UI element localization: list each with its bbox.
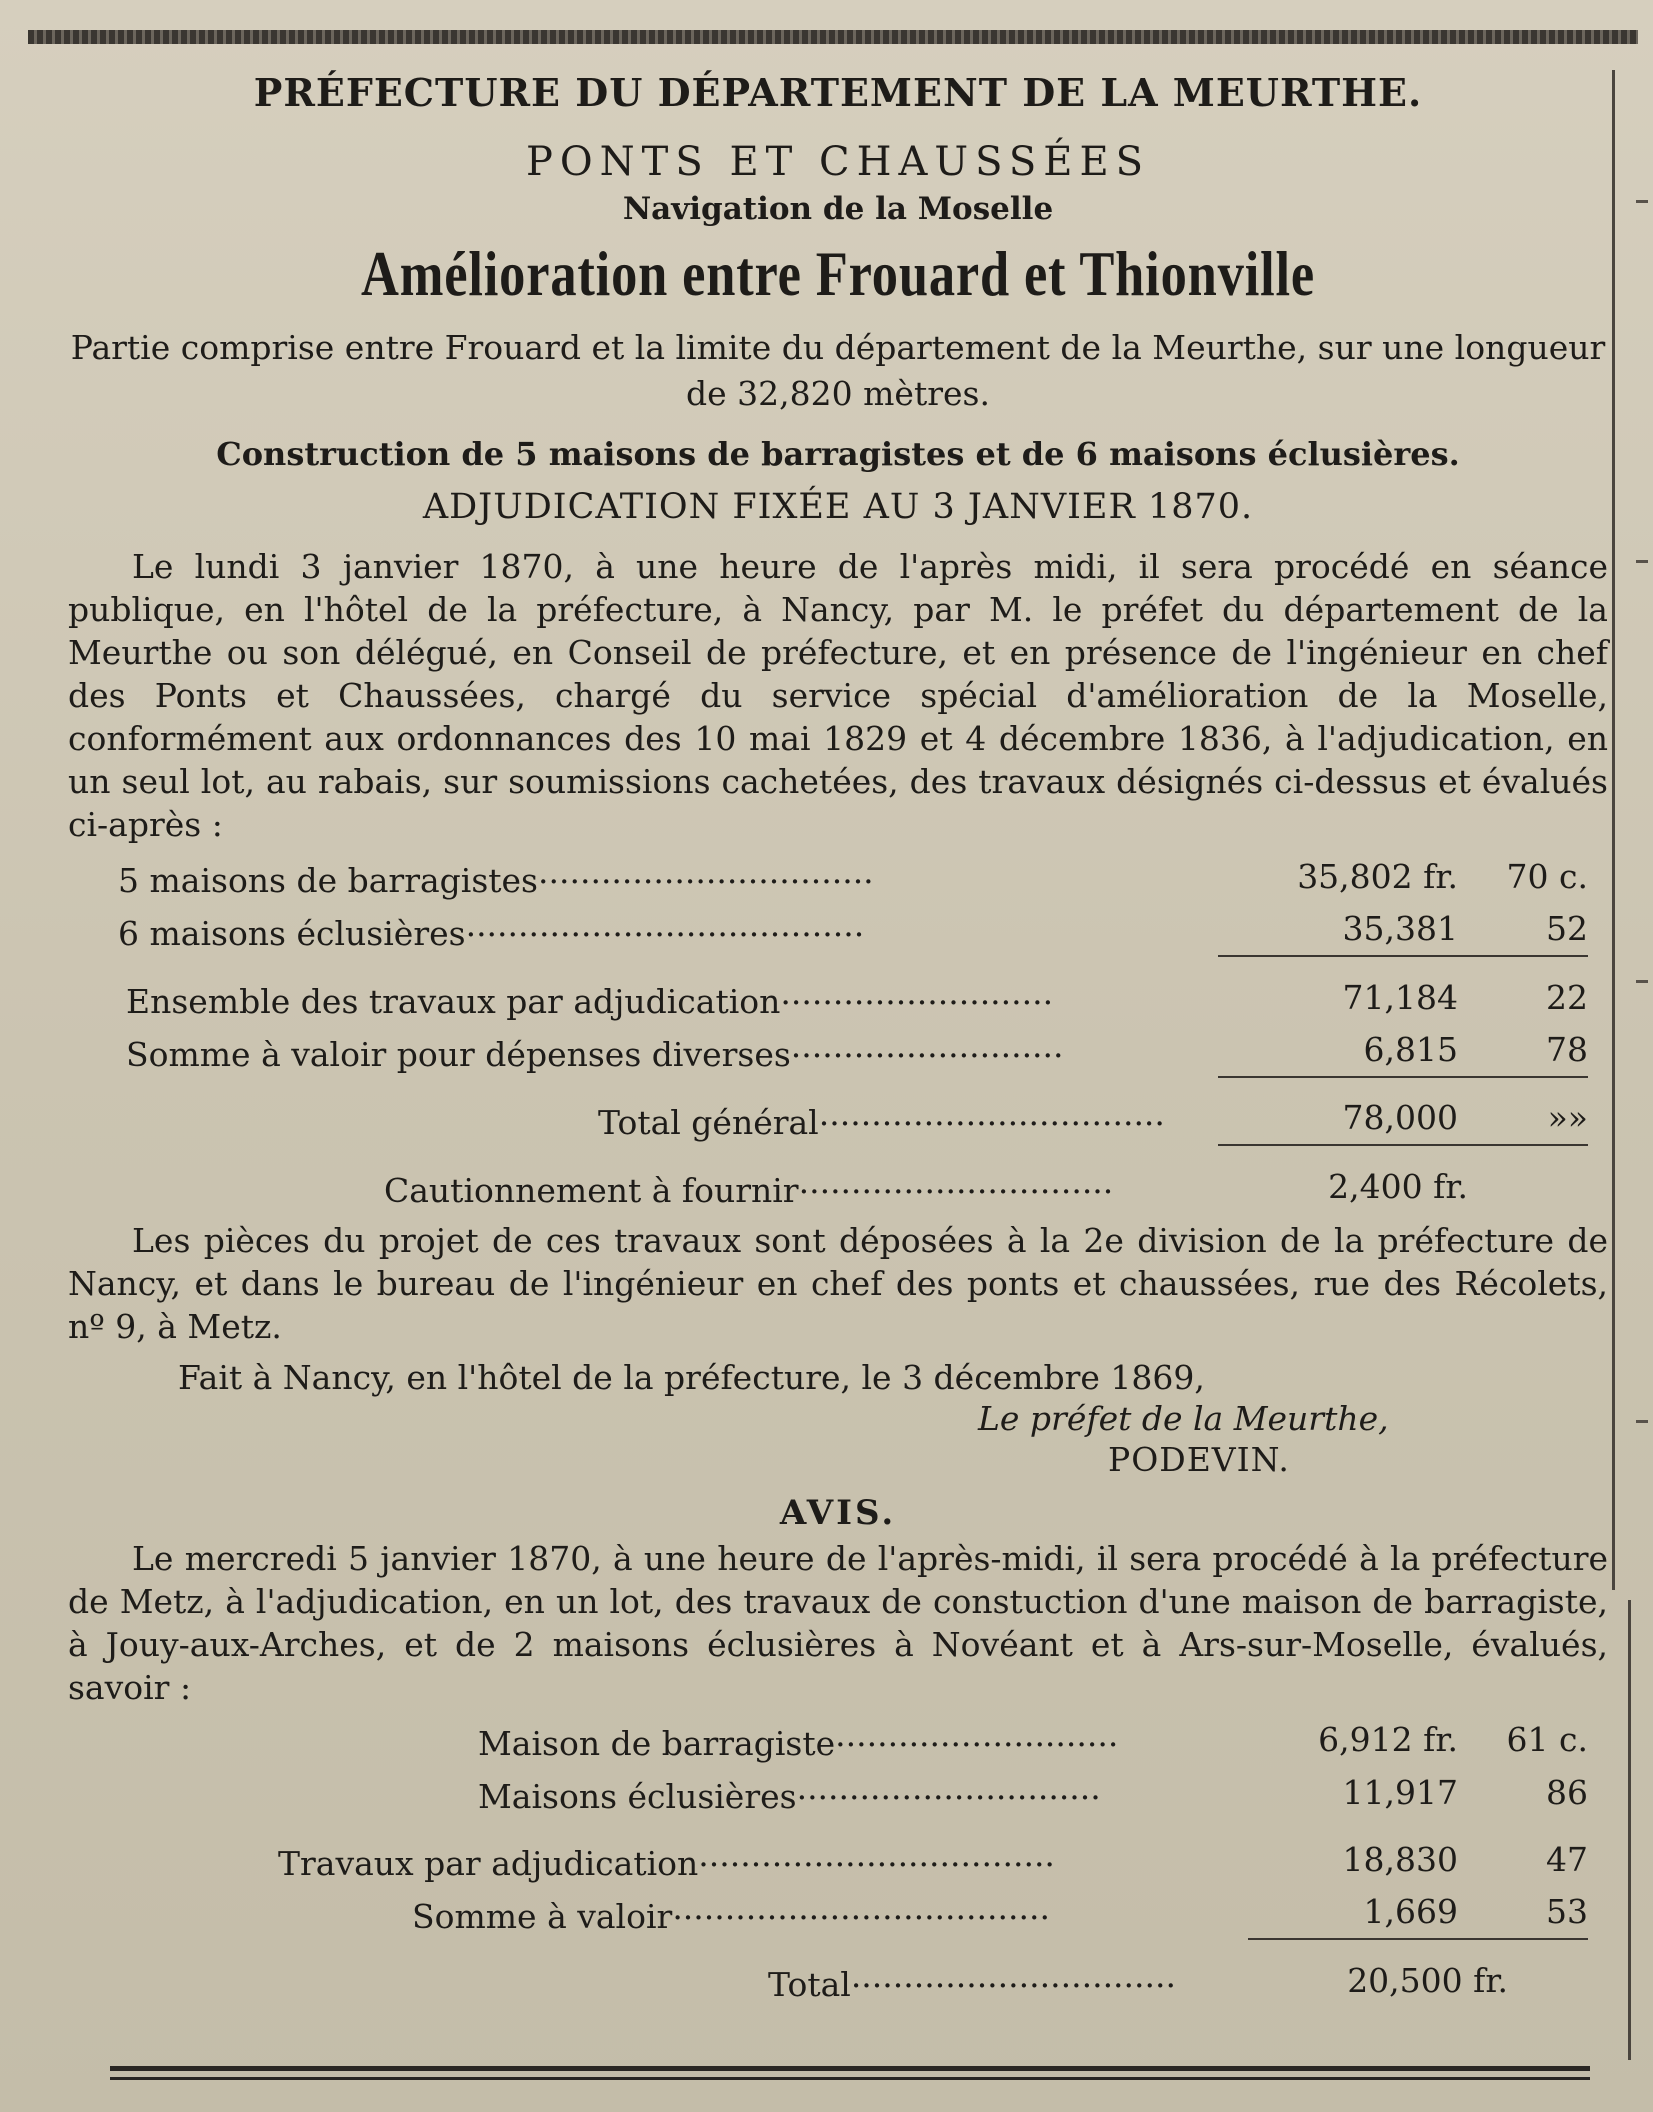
column-divider	[1612, 70, 1615, 1590]
cost-cents: 70 c.	[1506, 856, 1588, 896]
avis-cost-label: Maison de barragiste	[478, 1724, 836, 1763]
notice-intro: Le lundi 3 janvier 1870, à une heure de l'après midi, il sera procédé en séance publique, en l'hôtel de la préfecture, à Nancy, par M. le préfet du département de la Meurthe ou son délégué, en Conseil de préfecture, et en présence de l'ingénieur en chef des Ponts et Chaussées, chargé du service spécial d'amélioration de la Moselle, conformément aux ordonnances des 10 mai 1829 et 4 décembre 1836, à l'adjudication, en un seul lot, au rabais, sur soumissions cachetées, des travaux désignés ci-dessus et évalués ci-après :	[68, 547, 1608, 844]
caution-row: Cautionnement à fournir.............................. 2,400 fr.	[68, 1160, 1588, 1213]
caution-amount: 2,400 fr.	[1328, 1166, 1468, 1206]
avis-subtotal-francs: 1,669	[1363, 1892, 1458, 1931]
construction-description: Construction de 5 maisons de barragistes et de 6 maisons éclusières.	[216, 435, 1460, 473]
avis-subtotal-row: Travaux par adjudication.................................. 18,830 47	[68, 1833, 1588, 1886]
adjudication-date: ADJUDICATION FIXÉE AU 3 JANVIER 1870.	[422, 487, 1254, 527]
avis-total-label: Total	[768, 1965, 851, 2004]
subtotal-row: Somme à valoir pour dépenses diverses.......................... 6,815 78	[68, 1024, 1588, 1077]
cost-label: 5 maisons de barragistes	[118, 861, 538, 900]
subsection-heading: Navigation de la Moselle	[622, 191, 1054, 227]
subtotal-francs: 6,815	[1363, 1030, 1458, 1069]
pieces-paragraph: Les pièces du projet de ces travaux sont déposées à la 2e division de la préfecture de Nancy, et dans le bureau de l'ingénieur en chef des ponts et chaussées, rue des Récolets, nº 9, à Metz.	[68, 1221, 1608, 1346]
cost-francs: 35,802 fr.	[1297, 856, 1458, 896]
avis-subtotal-francs: 18,830	[1342, 1839, 1458, 1879]
signatory-name: PODEVIN.	[1108, 1440, 1290, 1479]
cost-row: 6 maisons éclusières...................................... 35,381 52	[68, 903, 1588, 956]
signatory-title: Le préfet de la Meurthe,	[978, 1399, 1389, 1438]
avis-cost-cents: 86	[1546, 1772, 1588, 1812]
avis-cost-label: Maisons éclusières	[478, 1777, 797, 1816]
avis-subtotal-row: Somme à valoir.................................... 1,669 53	[68, 1886, 1588, 1939]
subtotal-cents: 78	[1546, 1030, 1588, 1069]
cost-label: 6 maisons éclusières	[118, 914, 466, 953]
avis-paragraph: Le mercredi 5 janvier 1870, à une heure de l'après-midi, il sera procédé à la préfecture de Metz, à l'adjudication, en un lot, des travaux de constuction d'une maison de barragiste, à Jouy-aux-Arches, et de 2 maisons éclusières à Novéant et à Ars-sur-Moselle, évalués, savoir :	[68, 1539, 1608, 1707]
avis-cost-francs: 6,912 fr.	[1318, 1719, 1458, 1759]
caution-label: Cautionnement à fournir	[384, 1171, 799, 1210]
total-row: Total général................................. 78,000 »»	[68, 1092, 1588, 1145]
subtotal-cents: 22	[1546, 977, 1588, 1017]
cost-francs: 35,381	[1342, 909, 1458, 948]
avis-subtotal-label: Somme à valoir	[412, 1897, 673, 1936]
subtotal-label: Ensemble des travaux par adjudication	[126, 982, 781, 1021]
adjacent-column-fragment	[1636, 980, 1648, 983]
prefecture-heading: PRÉFECTURE DU DÉPARTEMENT DE LA MEURTHE.	[253, 70, 1423, 115]
avis-cost-row: Maisons éclusières............................. 11,917 86	[68, 1766, 1588, 1819]
total-label: Total général	[598, 1103, 819, 1142]
cost-cents: 52	[1546, 909, 1588, 948]
cost-table	[68, 850, 1588, 1213]
avis-cost-row: Maison de barragiste........................... 6,912 fr. 61 c.	[68, 1713, 1588, 1766]
partie-description: Partie comprise entre Frouard et la limite du département de la Meurthe, sur une longueur de 32,820 mètres.	[70, 328, 1606, 413]
section-heading: PONTS ET CHAUSSÉES	[525, 139, 1151, 185]
bottom-rule-thin	[110, 2077, 1590, 2080]
avis-subtotal-label: Travaux par adjudication	[278, 1844, 699, 1883]
column-divider-lower	[1628, 1600, 1631, 2060]
subtotal-row: Ensemble des travaux par adjudication.......................... 71,184 22	[68, 971, 1588, 1024]
avis-subtotal-cents: 53	[1546, 1892, 1588, 1931]
avis-heading: AVIS.	[779, 1493, 897, 1533]
avis-total-amount: 20,500 fr.	[1347, 1960, 1508, 2000]
subtotal-label: Somme à valoir pour dépenses diverses	[126, 1035, 791, 1074]
subtotal-francs: 71,184	[1342, 977, 1458, 1017]
avis-subtotal-cents: 47	[1546, 1839, 1588, 1879]
notice-column	[68, 58, 1608, 2007]
top-rule	[28, 30, 1638, 44]
place-date: Fait à Nancy, en l'hôtel de la préfecture, le 3 décembre 1869,	[178, 1358, 1205, 1397]
avis-total-row: Total............................... 20,500 fr.	[68, 1954, 1588, 2007]
notice-title: Amélioration entre Frouard et Thionville	[360, 238, 1316, 309]
avis-cost-table	[68, 1713, 1588, 2007]
adjacent-column-fragment	[1636, 1420, 1648, 1423]
bottom-rule	[110, 2066, 1590, 2071]
total-francs: 78,000	[1342, 1098, 1458, 1137]
adjacent-column-fragment	[1636, 200, 1648, 203]
adjacent-column-fragment	[1636, 560, 1648, 563]
avis-cost-francs: 11,917	[1342, 1772, 1458, 1812]
cost-row: 5 maisons de barragistes................................ 35,802 fr. 70 c.	[68, 850, 1588, 903]
total-cents: »»	[1547, 1098, 1588, 1137]
avis-cost-cents: 61 c.	[1506, 1719, 1588, 1759]
